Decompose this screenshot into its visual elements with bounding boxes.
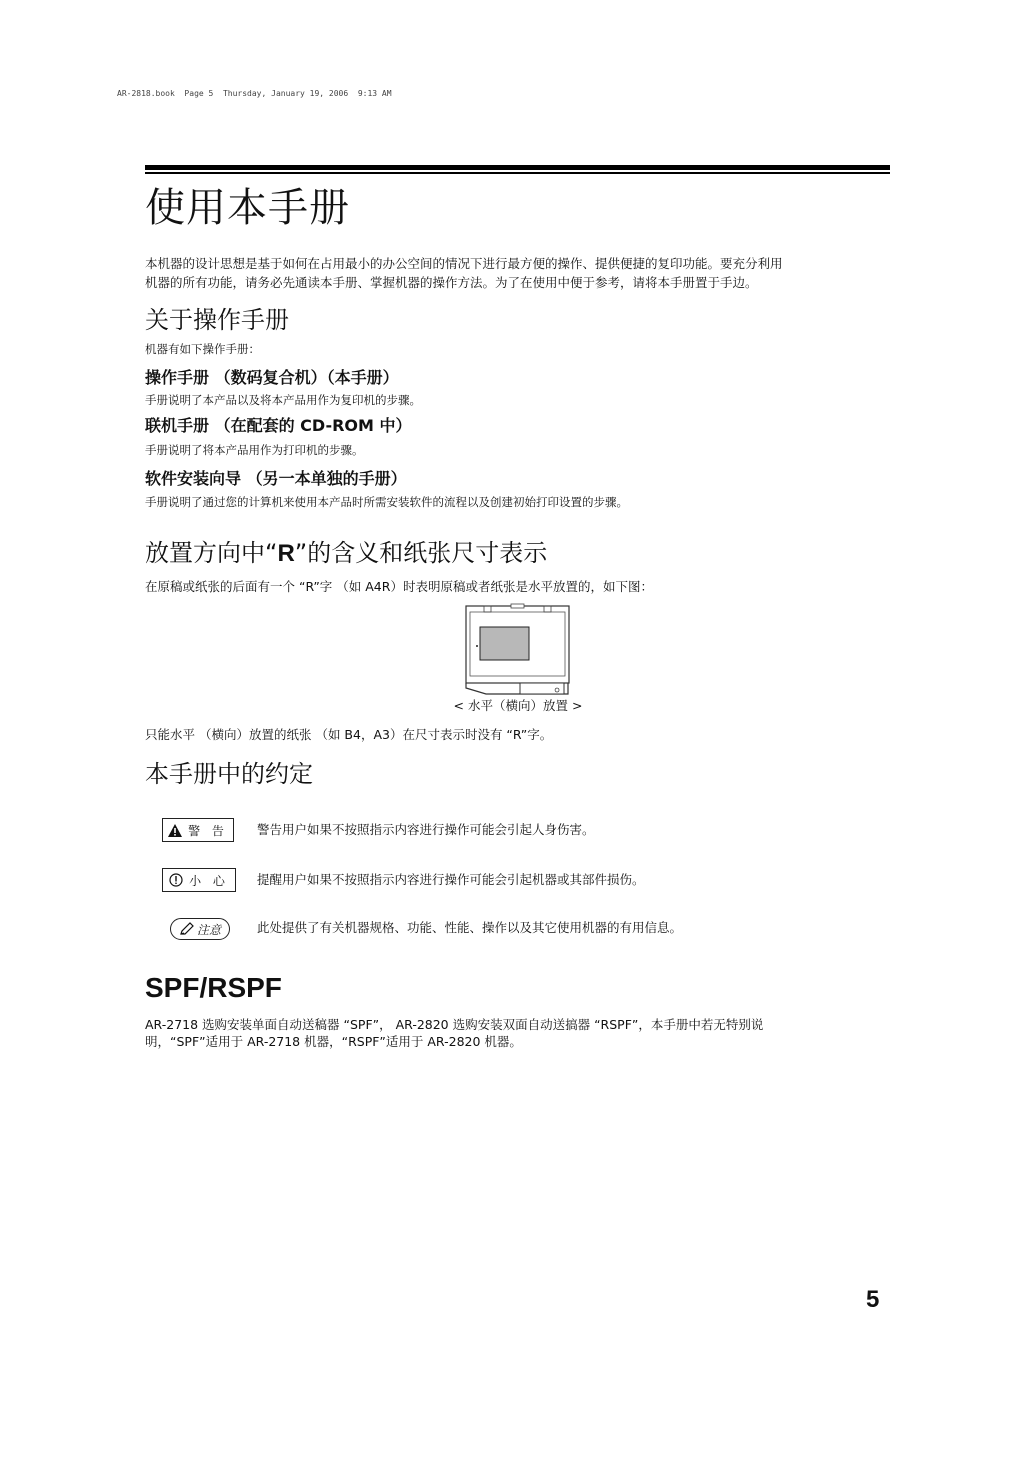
spf-text-line-1: AR-2718 选购安装单面自动送稿器 “SPF”， AR-2820 选购安装双面自动送搞器 “RSPF”，本手册中若无特别说 xyxy=(145,1017,764,1032)
orientation-heading-post: ”的含义和纸张尺寸表示 xyxy=(294,539,548,567)
pencil-icon xyxy=(179,922,195,936)
orientation-text: 在原稿或纸张的后面有一个 “R”字 （如 A4R）时表明原稿或者纸张是水平放置的，如下图： xyxy=(145,579,653,594)
caution-label: 小 心 xyxy=(189,873,229,888)
caution-badge xyxy=(162,868,236,892)
intro-line-2: 机器的所有功能，请务必先通读本手册、掌握机器的操作方法。为了在使用中便于参考，请将本手册置于手边。 xyxy=(145,275,758,290)
manual-item-title: 操作手册 （数码复合机）（本手册） xyxy=(145,368,399,387)
warning-label: 警 告 xyxy=(188,823,228,838)
manual-item-desc: 手册说明了通过您的计算机来使用本产品时所需安装软件的流程以及创建初始打印设置的步骤。 xyxy=(145,495,628,509)
manual-item-title: 联机手册 （在配套的 CD-ROM 中） xyxy=(145,416,412,435)
manuals-subtitle: 机器有如下操作手册： xyxy=(145,342,260,356)
file-metadata: AR-2818.book Page 5 Thursday, January 19, 2006 9:13 AM xyxy=(117,89,392,98)
caution-exclamation-icon xyxy=(169,873,183,887)
diagram-caption: < 水平（横向）放置 > xyxy=(453,698,583,713)
orientation-heading-pre: 放置方向中“ xyxy=(145,539,278,567)
intro-line-1: 本机器的设计思想是基于如何在占用最小的办公空间的情况下进行最方便的操作、提供便捷的复印功能。要充分利用 xyxy=(145,256,783,271)
note-label: 注意 xyxy=(196,922,221,937)
warning-text: 警告用户如果不按照指示内容进行操作可能会引起人身伤害。 xyxy=(257,822,595,837)
page-number: 5 xyxy=(866,1286,880,1313)
orientation-heading-r: R xyxy=(277,540,295,567)
conventions-heading: 本手册中的约定 xyxy=(145,760,313,788)
orientation-note: 只能水平 （横向）放置的纸张 （如 B4，A3）在尺寸表示时没有 “R”字。 xyxy=(145,727,553,742)
manual-item-desc: 手册说明了将本产品用作为打印机的步骤。 xyxy=(145,443,364,457)
orientation-heading xyxy=(145,537,547,570)
note-badge xyxy=(170,918,230,940)
manual-item-title: 软件安装向导 （另一本单独的手册） xyxy=(145,469,407,488)
copier-glass-diagram xyxy=(462,603,572,699)
manual-item-desc: 手册说明了本产品以及将本产品用作为复印机的步骤。 xyxy=(145,393,421,407)
title-rule-thin xyxy=(145,172,890,174)
spf-heading: SPF/RSPF xyxy=(145,972,282,1003)
spf-text-line-2: 明，“SPF”适用于 AR-2718 机器，“RSPF”适用于 AR-2820 机器。 xyxy=(145,1034,522,1049)
page-title: 使用本手册 xyxy=(145,185,350,231)
warning-triangle-icon xyxy=(168,824,182,837)
warning-badge xyxy=(162,818,234,842)
caution-text: 提醒用户如果不按照指示内容进行操作可能会引起机器或其部件损伤。 xyxy=(257,872,645,887)
note-text: 此处提供了有关机器规格、功能、性能、操作以及其它使用机器的有用信息。 xyxy=(257,920,683,935)
title-rule-thick xyxy=(145,165,890,170)
manuals-heading: 关于操作手册 xyxy=(145,306,289,334)
